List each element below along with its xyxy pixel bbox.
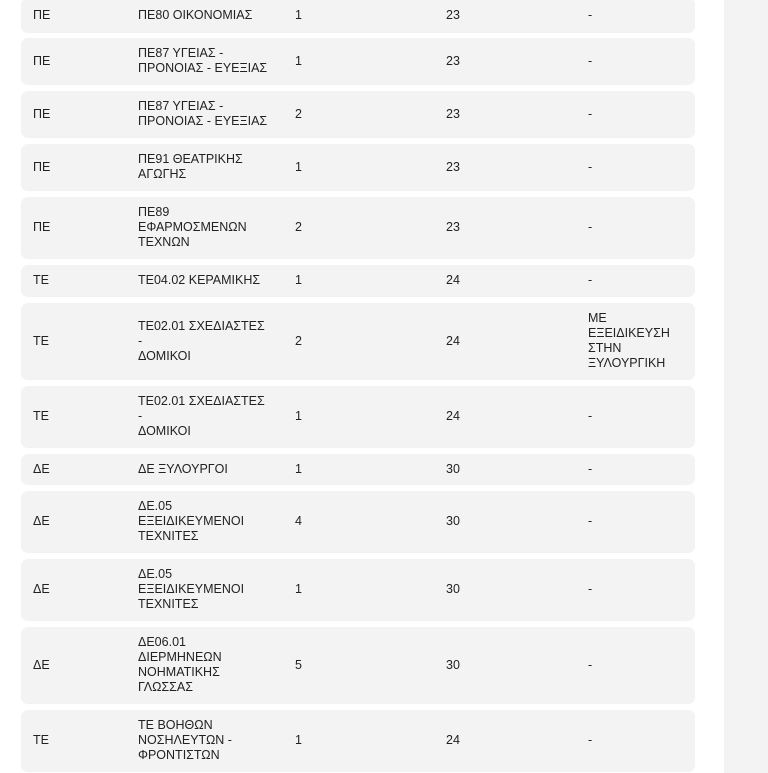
positions-cell: 1: [295, 582, 302, 596]
positions-cell: 1: [295, 53, 302, 68]
specialty-cell: ΠΕ89 ΕΦΑΡΜΟΣΜΕΝΩΝ ΤΕΧΝΩΝ: [138, 205, 247, 249]
notes-cell: -: [588, 514, 593, 528]
positions-cell: 1: [295, 461, 302, 476]
category-cell: ΤΕ: [33, 409, 49, 423]
category-cell: ΔΕ: [33, 582, 50, 596]
points-cell: 23: [446, 53, 460, 68]
positions-cell: 2: [295, 220, 302, 234]
positions-cell: 4: [295, 514, 302, 528]
points-cell: 24: [446, 733, 460, 747]
points-cell: 30: [446, 582, 460, 596]
table-row: [21, 197, 695, 258]
points-cell: 23: [446, 159, 460, 174]
points-cell: 30: [446, 461, 460, 476]
positions-cell: 1: [295, 273, 302, 287]
positions-cell: 2: [295, 106, 302, 121]
specialty-cell: ΔΕ.05 ΕΞΕΙΔΙΚΕΥΜΕΝΟΙ ΤΕΧΝΙΤΕΣ: [138, 499, 245, 543]
table-row: [21, 0, 695, 32]
category-cell: ΠΕ: [33, 106, 51, 121]
positions-cell: 2: [295, 333, 302, 348]
notes-cell: -: [588, 7, 593, 22]
specialty-cell: ΤΕ ΒΟΗΘΩΝ ΝΟΣΗΛΕΥΤΩΝ - ΦΡΟΝΤΙΣΤΩΝ: [138, 718, 232, 762]
table-row: [21, 559, 695, 620]
specialty-cell: ΠΕ80 ΟΙΚΟΝΟΜΙΑΣ: [138, 7, 253, 22]
notes-cell: ΜΕ ΕΞΕΙΔΙΚΕΥΣΗ ΣΤΗΝ ΞΥΛΟΥΡΓΙΚΗ: [588, 311, 670, 370]
notes-cell: -: [588, 582, 593, 596]
category-cell: ΠΕ: [33, 7, 51, 22]
category-cell: ΠΕ: [33, 159, 51, 174]
positions-cell: 5: [295, 657, 302, 672]
positions-cell: 1: [295, 159, 302, 174]
category-cell: ΔΕ: [33, 461, 50, 476]
table-row: [21, 627, 695, 703]
category-cell: ΤΕ: [33, 733, 49, 747]
notes-cell: -: [588, 733, 593, 747]
category-cell: ΤΕ: [33, 273, 49, 287]
table-row: [21, 386, 695, 447]
table-row: [21, 710, 695, 771]
category-cell: ΔΕ: [33, 657, 50, 672]
points-cell: 30: [446, 657, 460, 672]
specialty-cell: ΔΕ06.01 ΔΙΕΡΜΗΝΕΩΝ ΝΟΗΜΑΤΙΚΗΣ ΓΛΩΣΣΑΣ: [138, 635, 222, 694]
positions-cell: 1: [295, 7, 302, 22]
specialty-cell: ΤΕ02.01 ΣΧΕΔΙΑΣΤΕΣ - ΔΟΜΙΚΟΙ: [138, 394, 265, 438]
notes-cell: -: [588, 53, 593, 68]
category-cell: ΠΕ: [33, 220, 51, 234]
table-row: [21, 265, 695, 296]
table-row: [21, 144, 695, 190]
points-cell: 23: [446, 7, 460, 22]
points-cell: 24: [446, 273, 460, 287]
table-row: [21, 303, 695, 379]
specialty-cell: ΤΕ02.01 ΣΧΕΔΙΑΣΤΕΣ - ΔΟΜΙΚΟΙ: [138, 318, 265, 363]
table-row: [21, 491, 695, 552]
points-cell: 23: [446, 220, 460, 234]
right-sidebar-background: [724, 0, 768, 773]
notes-cell: -: [588, 461, 593, 476]
positions-cell: 1: [295, 409, 302, 423]
table-row: [21, 91, 695, 137]
notes-cell: -: [588, 657, 593, 672]
specialty-cell: ΠΕ91 ΘΕΑΤΡΙΚΗΣ ΑΓΩΓΗΣ: [138, 152, 243, 181]
notes-cell: -: [588, 409, 593, 423]
category-cell: ΠΕ: [33, 53, 51, 68]
notes-cell: -: [588, 220, 593, 234]
specialty-cell: ΔΕ.05 ΕΞΕΙΔΙΚΕΥΜΕΝΟΙ ΤΕΧΝΙΤΕΣ: [138, 567, 245, 611]
table-row: [21, 38, 695, 84]
positions-cell: 1: [295, 733, 302, 747]
points-cell: 24: [446, 333, 460, 348]
specialty-cell: ΠΕ87 ΥΓΕΙΑΣ - ΠΡΟΝΟΙΑΣ - ΕΥΕΞΙΑΣ: [138, 46, 268, 75]
notes-cell: -: [588, 159, 593, 174]
specialty-cell: ΠΕ87 ΥΓΕΙΑΣ - ΠΡΟΝΟΙΑΣ - ΕΥΕΞΙΑΣ: [138, 99, 268, 128]
points-cell: 30: [446, 514, 460, 528]
category-cell: ΤΕ: [33, 333, 49, 348]
points-cell: 23: [446, 106, 460, 121]
table-row: [21, 454, 695, 484]
category-cell: ΔΕ: [33, 514, 50, 528]
notes-cell: -: [588, 106, 593, 121]
specialty-cell: ΔΕ ΞΥΛΟΥΡΓΟΙ: [138, 461, 228, 476]
specialty-cell: ΤΕ04.02 ΚΕΡΑΜΙΚΗΣ: [138, 273, 261, 287]
notes-cell: -: [588, 273, 593, 287]
points-cell: 24: [446, 409, 460, 423]
